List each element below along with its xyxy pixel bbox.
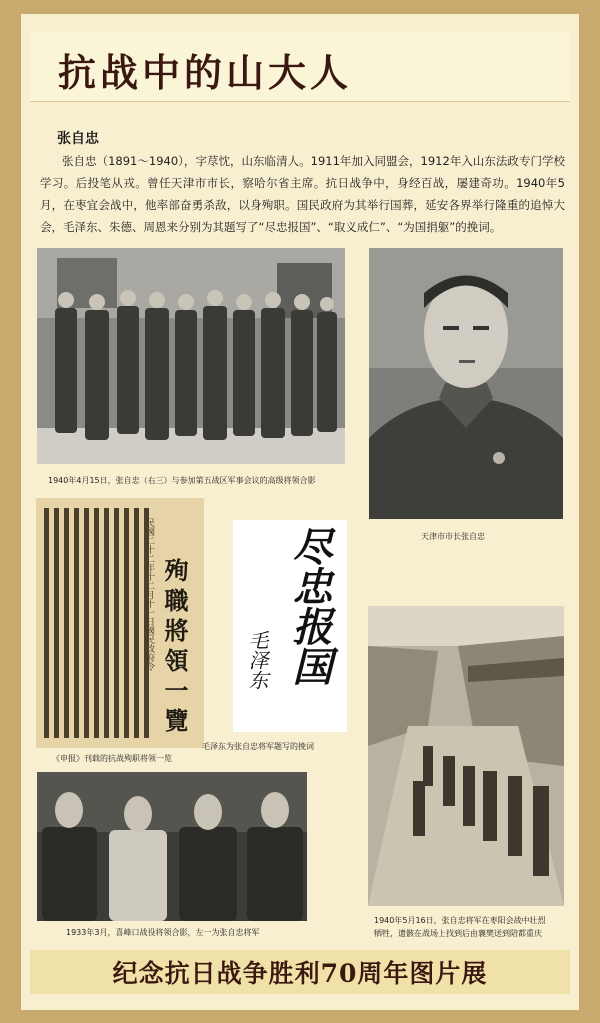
four-generals-caption: 1933年3月，喜峰口战役将领合影，左一为张自忠将军 (66, 928, 260, 937)
portrait-photo (369, 248, 563, 519)
four-generals-photo (37, 772, 307, 921)
person-name: 张自忠 (57, 131, 99, 147)
newspaper-clipping (36, 498, 204, 748)
newspaper-text-columns (40, 504, 150, 744)
calligraphy-signature: 毛泽东 (245, 630, 269, 690)
calligraphy-inscription (233, 520, 347, 732)
portrait-caption: 天津市市长张自忠 (421, 532, 485, 541)
march-caption-line1: 1940年5月16日，张自忠将军在枣阳会战中壮烈 (374, 916, 546, 925)
generals-group-photo (37, 248, 345, 464)
exhibition-title: 纪念抗日战争胜利70周年图片展 (112, 959, 488, 988)
group-photo-caption: 1940年4月15日，张自忠（右三）与参加第五战区军事会议的高级将领合影 (48, 476, 316, 485)
march-caption-line2: 牺牲，遗骸在战场上找到后由襄樊送到陪都重庆 (374, 929, 542, 938)
person-biography: 张自忠（1891～1940），字荩忱，山东临清人。1911年加入同盟会，1912年入山东法政专门学校学习。后投笔从戎。曾任天津市市长，察哈尔省主席。抗日战争中，身经百战，屡建奇功。1940年5月，在枣宜会战中，他率部奋勇杀敌，以身殉职。国民政府为其举行国葬，延安各界举行隆重的追悼大会，毛泽东、朱德、周恩来分别为其题写了“尽忠报国”、“取义成仁”、“为国捐躯”的挽词。 (40, 154, 565, 234)
newspaper-caption: 《申报》刊载的抗战殉职将领一览 (52, 754, 172, 763)
newspaper-heading: 殉職將領一覽 (160, 558, 189, 738)
funeral-march-photo (368, 606, 564, 906)
title-band (30, 32, 570, 102)
calligraphy-text: 尽忠报国 (286, 526, 333, 686)
page-title: 抗战中的山大人 (58, 50, 353, 95)
calligraphy-caption: 毛泽东为张自忠将军题写的挽词 (202, 742, 314, 751)
